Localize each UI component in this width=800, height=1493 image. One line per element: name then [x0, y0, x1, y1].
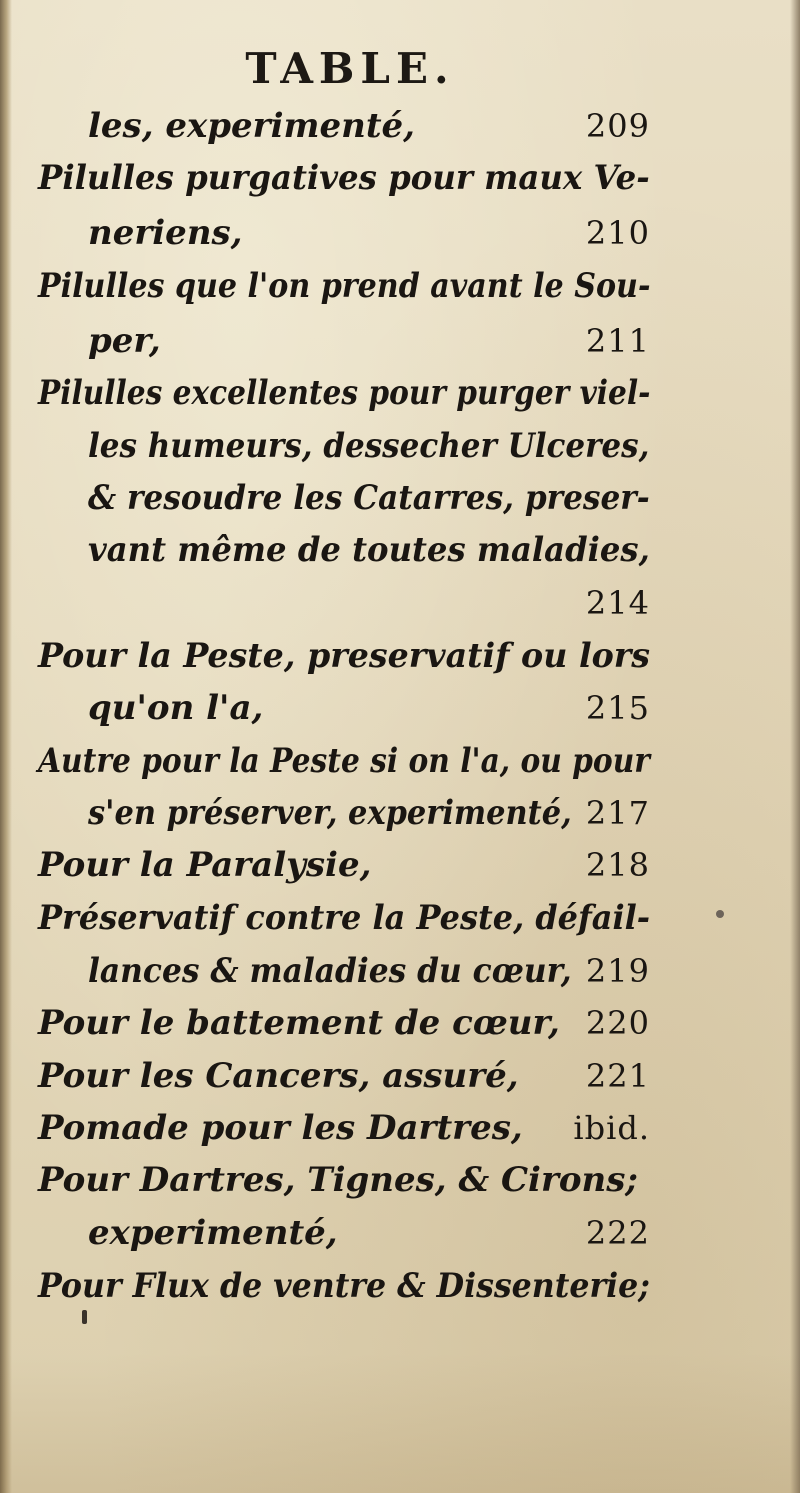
- toc-entry-text: Pour le battement de cœur,: [38, 1003, 560, 1043]
- toc-entry-text: Pour Flux de ventre & Dissenterie;: [38, 1266, 650, 1306]
- toc-page-number: 214: [585, 584, 650, 622]
- toc-page-number: 218: [585, 846, 650, 884]
- toc-line: [38, 258, 650, 314]
- toc-page-number: 220: [585, 1004, 650, 1042]
- toc-entry-text: experimenté,: [88, 1213, 338, 1253]
- toc-line: [38, 890, 650, 946]
- toc-entry-text: Pour la Peste, preservatif ou lors: [38, 636, 651, 676]
- toc-line: [88, 785, 650, 841]
- toc-entry-text: Autre pour la Peste si on l'a, ou pour: [38, 741, 650, 781]
- toc-line: [38, 365, 650, 421]
- toc-line: [88, 1205, 650, 1261]
- toc-line: [38, 1258, 650, 1314]
- toc-entry-text: Pomade pour les Dartres,: [38, 1108, 523, 1148]
- toc-entry-text: s'en préserver, experimenté,: [88, 793, 572, 833]
- toc-line: [38, 733, 650, 789]
- toc-line: [88, 680, 650, 736]
- toc-entry-text: & resoudre les Catarres, preser-: [88, 478, 650, 518]
- toc-page-number: 222: [585, 1214, 650, 1252]
- toc-line: [38, 150, 650, 206]
- toc-entry-text: per,: [88, 321, 161, 361]
- toc-entry-text: vant même de toutes maladies,: [88, 530, 650, 570]
- toc-entry-text: neriens,: [88, 213, 243, 253]
- toc-entry-text: Pour Dartres, Tignes, & Cirons;: [38, 1160, 638, 1200]
- toc-line: [38, 837, 650, 893]
- toc-page-number: 217: [585, 794, 650, 832]
- toc-line: [88, 205, 650, 261]
- toc-line: [38, 1048, 650, 1104]
- toc-line: [38, 628, 650, 684]
- toc-entry-text: Pour la Paralysie,: [38, 845, 372, 885]
- toc-line: [88, 943, 650, 999]
- toc-entry-text: Pilulles que l'on prend avant le Sou-: [38, 266, 651, 306]
- toc-line: [88, 470, 650, 526]
- toc-line: [88, 98, 650, 154]
- toc-entry-text: Pilulles purgatives pour maux Ve-: [38, 158, 650, 198]
- toc-entry-text: Préservatif contre la Peste, défail-: [38, 898, 651, 938]
- toc-page-number: ibid.: [573, 1109, 650, 1147]
- toc-line: [88, 522, 650, 578]
- toc-line: [88, 313, 650, 369]
- toc-page-number: 211: [585, 322, 650, 360]
- toc-page-number: 209: [585, 107, 650, 145]
- toc-entry-text: les humeurs, dessecher Ulceres,: [88, 426, 650, 466]
- toc-entry-text: les, experimenté,: [88, 106, 416, 146]
- toc-line: [38, 995, 650, 1051]
- toc-entry-text: qu'on l'a,: [88, 688, 264, 728]
- toc-line: [88, 418, 650, 474]
- toc-page-number: 210: [585, 214, 650, 252]
- toc-line: [38, 1100, 650, 1156]
- toc-page-number: 215: [585, 689, 650, 727]
- toc-line: [88, 575, 650, 631]
- toc-entry-text: Pour les Cancers, assuré,: [38, 1056, 519, 1096]
- toc-entry-text: Pilulles excellentes pour purger viel-: [38, 373, 651, 413]
- toc-line: [38, 1152, 650, 1208]
- toc-entry-text: lances & maladies du cœur,: [88, 951, 572, 991]
- toc-page-number: 219: [585, 952, 650, 990]
- running-header: TABLE.: [245, 44, 455, 93]
- toc-page-number: 221: [585, 1057, 650, 1095]
